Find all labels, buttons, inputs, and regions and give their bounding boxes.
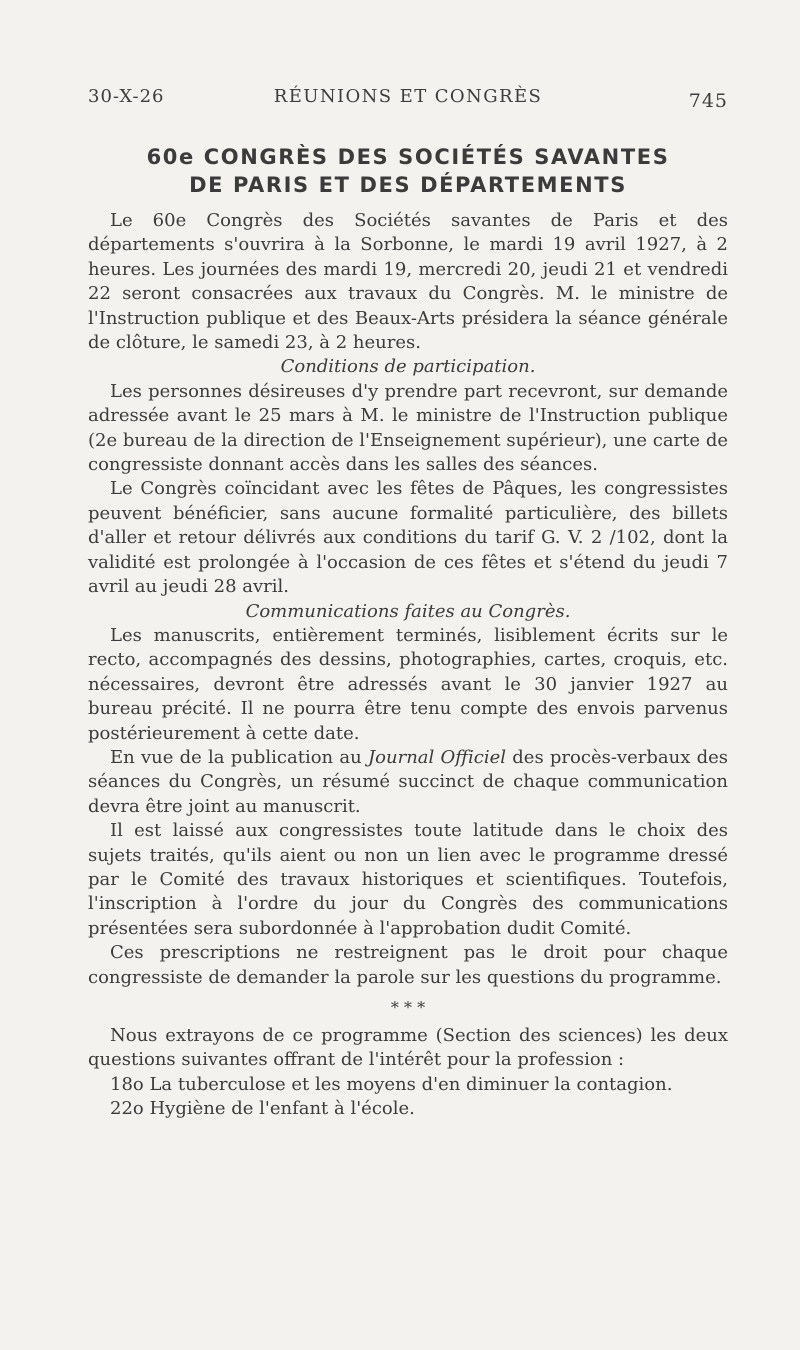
paragraph-text: des procès-verbaux des séances du Congrès, un résumé succinct de chaque communication devra être joint au manuscrit. — [88, 746, 728, 817]
conditions-paragraph-1: Les personnes désireuses d'y prendre part recevront, sur demande adressée avant le 25 mars à M. le ministre de l'Instruction publique (2e bureau de la direction de l'Enseignement supérieur), une carte de congressiste donnant accès dans les salles des séances. — [88, 380, 728, 476]
article-body — [88, 209, 728, 1122]
communications-paragraph-4: Ces prescriptions ne restreignent pas le droit pour chaque congressiste de demander la parole sur les questions du programme. — [88, 942, 728, 988]
paragraph-text: En vue de la publication au — [110, 746, 368, 768]
journal-title: Journal Officiel — [367, 746, 507, 768]
asterism-separator: * * * — [390, 998, 426, 1017]
title-line-1: 60e CONGRÈS DES SOCIÉTÉS SAVANTES — [146, 145, 670, 169]
section-heading-communications: Communications faites au Congrès. — [245, 600, 571, 622]
header-section: RÉUNIONS ET CONGRÈS — [273, 86, 543, 107]
title-line-2: DE PARIS ET DES DÉPARTEMENTS — [189, 173, 627, 197]
communications-paragraph-1: Les manuscrits, entièrement terminés, lisiblement écrits sur le recto, accompagnés des dessins, photographies, cartes, croquis, etc. nécessaires, devront être adressés avant le 30 janvier 1927 au bureau précité. Il ne pourra être tenu compte des envois parvenus postérieurement à cette date. — [88, 624, 728, 744]
question-list — [88, 1073, 728, 1122]
closing-paragraph: Nous extrayons de ce programme (Section des sciences) les deux questions suivantes offrant de l'intérêt pour la profession : — [88, 1025, 728, 1071]
list-item: 22o Hygiène de l'enfant à l'école. — [110, 1098, 415, 1120]
section-heading-conditions: Conditions de participation. — [280, 356, 536, 378]
list-item: 18o La tuberculose et les moyens d'en diminuer la contagion. — [110, 1073, 673, 1095]
communications-paragraph-3: Il est laissé aux congressistes toute latitude dans le choix des sujets traités, qu'ils aient ou non un lien avec le programme dressé par le Comité des travaux historiques et scientifiques. Toutefois, l'inscription à l'ordre du jour du Congrès des communications présentées sera subordonnée à l'approbation dudit Comité. — [88, 820, 728, 939]
conditions-paragraph-2: Le Congrès coïncidant avec les fêtes de Pâques, les congressistes peuvent bénéficier, sans aucune formalité particulière, des billets d'aller et retour délivrés aux conditions du tarif G. V. 2 /102, dont la validité est prolongée à l'occasion de ces fêtes et s'étend du jeudi 7 avril au jeudi 28 avril. — [88, 478, 728, 598]
page-number: 745 — [688, 90, 728, 112]
header-date: 30-X-26 — [88, 86, 165, 107]
communications-paragraph-2 — [88, 746, 728, 819]
intro-paragraph: Le 60e Congrès des Sociétés savantes de Paris et des départements s'ouvrira à la Sorbonne, le mardi 19 avril 1927, à 2 heures. Les journées des mardi 19, mercredi 20, jeudi 21 et vendredi 22 seront consacrées aux travaux du Congrès. M. le ministre de l'Instruction publique et des Beaux-Arts présidera la séance générale de clôture, le samedi 23, à 2 heures. — [88, 210, 728, 354]
running-header — [88, 86, 728, 120]
